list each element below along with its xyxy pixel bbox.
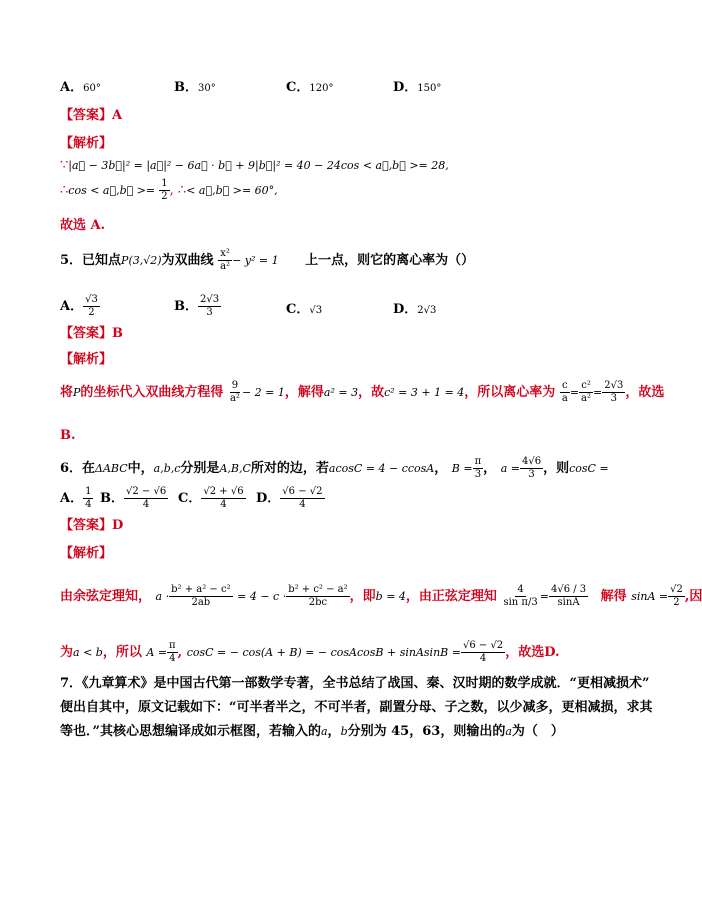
q6-cos-c-fraction: $\frac{√6 - √2}{4}$	[462, 640, 504, 664]
q5-hyperbola-fraction: $\frac{\text{x²}}{\text{a²}}$	[220, 248, 231, 272]
q6-cosine-fraction-1: $\frac{\text{b² + a² − c²}}{2ab}$	[171, 584, 231, 608]
q5-stem: 5．已知点P(3,√2)为双曲线 $\frac{\text{x²}}{\text{a²}}$ − y² = 1 上一点，则它的离心率为（）	[60, 248, 475, 272]
q4-option-b: B．30°	[174, 80, 216, 95]
q7-stem-line3: 等也．”其核心思想编译成如示框图，若输入的a，b分别为 45，63，则输出的a为（ ）	[60, 724, 564, 739]
q5-option-d: D．2√3	[393, 302, 437, 317]
q6-sine-fraction-1: $\frac{4}{\text{sin π/3}}$	[503, 584, 538, 608]
q6-solution-line2: 为a < b，所以 A = $\frac{\pi}{4}$ , cosC = − cos(A + B) = − cosAcosB + sinAsinB = $\frac{√6 - √2}{4}$ ，故选D.	[60, 640, 560, 664]
q4-conclusion: 故选 A.	[60, 218, 106, 233]
q5-eccentricity-sqrt: $\frac{\text{c²}}{\text{a²}}$	[581, 380, 592, 404]
q6-cosine-fraction-2: $\frac{\text{b² + c² − a²}}{2bc}$	[288, 584, 348, 608]
q6-analysis-title: 【解析】	[60, 546, 113, 561]
q6-stem: 6．在ΔABC中，a,b,c分别是A,B,C所对的边，若acosC = 4 − ccosA， B = $\frac{\pi}{3}$ ， a = $\frac{4√6}{3}$ ，则cosC =	[60, 456, 609, 480]
q5-options	[60, 288, 620, 318]
q4-solution-line1: ∵|a⃗ − 3b⃗|² = |a⃗|² − 6a⃗ · b⃗ + 9|b⃗|² = 40 − 24cos < a⃗,b⃗ >= 28,	[60, 158, 449, 173]
q5-analysis-title: 【解析】	[60, 352, 113, 367]
q6-option-b: B． $\frac{√2 - √6}{4}$	[100, 486, 167, 510]
q4-option-c: C．120°	[286, 80, 334, 95]
q6-side-a-fraction: $\frac{4√6}{3}$	[522, 456, 542, 480]
q5-solution-line1: 将P的坐标代入双曲线方程得 $\frac{9}{\text{a²}}$ − 2 = 1，解得a² = 3，故c² = 3 + 1 = 4，所以离心率为 $\frac{c}{a}$ = $\frac{\text{c²}}{\text{a²}}$ = $\frac{2√3}{3}$ ，故选	[60, 380, 665, 404]
q6-solution-line1: 由余弦定理知， a · $\frac{\text{b² + a² − c²}}{2ab}$ = 4 − c · $\frac{\text{b² + c² − a²}}{2bc}$ ，即b = 4，由正弦定理知 $\frac{4}{\text{sin π/3}}$ = $\frac{4√6 / 3}{\sin A}$ 解得 sinA = $\frac{√2}{2}$ ,因	[60, 584, 702, 608]
q4-answer: 【答案】A	[60, 108, 123, 123]
q6-angle-b-fraction: $\frac{\pi}{3}$	[474, 456, 482, 480]
q5-option-b: B． $\frac{2√3}{3}$	[174, 294, 220, 318]
q6-angle-a-fraction: $\frac{\pi}{4}$	[169, 640, 176, 664]
q6-options	[60, 486, 620, 516]
q5-answer: 【答案】B	[60, 326, 123, 341]
q4-fraction-half: $\frac{1}{2}$	[161, 178, 168, 202]
q5-substitution-fraction: $\frac{9}{\text{a²}}$	[229, 380, 240, 404]
q6-answer: 【答案】D	[60, 518, 124, 533]
q4-option-a: A．60°	[60, 80, 101, 95]
q6-sin-a-fraction: $\frac{√2}{2}$	[670, 584, 683, 608]
q4-option-d: D．150°	[393, 80, 442, 95]
q6-option-d: D． $\frac{√6 - √2}{4}$	[256, 486, 323, 510]
q4-analysis-title: 【解析】	[60, 136, 113, 151]
q7-stem-line2: 便出自其中，原文记载如下：“可半者半之，不可半者，副置分母、子之数，以少减多，更相减损，求其	[60, 700, 653, 715]
q6-option-a: A． $\frac{1}{4}$	[60, 486, 92, 510]
q5-option-a: A． $\frac{√3}{2}$	[60, 294, 98, 318]
q7-stem-line1: 7．《九章算术》是中国古代第一部数学专著，全书总结了战国、秦、汉时期的数学成就．“更相减损术”	[60, 676, 650, 691]
q5-solution-line2: B.	[60, 428, 76, 443]
q5-option-c: C．√3	[286, 302, 323, 317]
q4-solution-line2: ∴cos < a⃗,b⃗ >= $\frac{1}{2}$ , ∴< a⃗,b⃗ >= 60°,	[60, 178, 278, 202]
q5-eccentricity-value: $\frac{2√3}{3}$	[604, 380, 624, 404]
q6-option-c: C． $\frac{√2 + √6}{4}$	[178, 486, 244, 510]
q6-sine-fraction-2: $\frac{4√6 / 3}{\sin A}$	[550, 584, 587, 608]
q5-eccentricity-c-over-a: $\frac{c}{a}$	[561, 380, 568, 404]
